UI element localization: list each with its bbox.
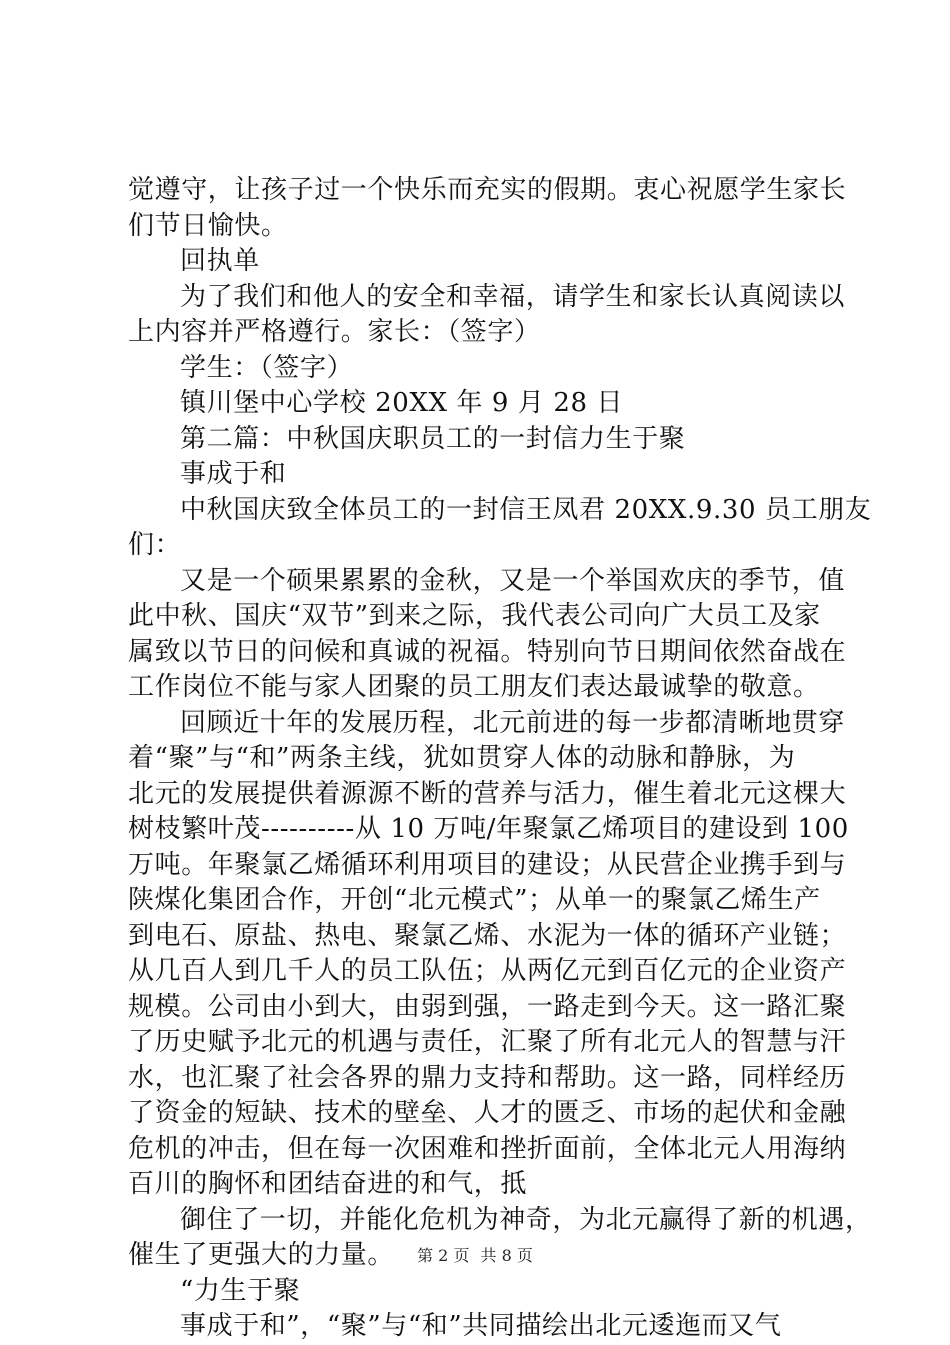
text-line: 御住了一切，并能化危机为神奇，为北元赢得了新的机遇， — [180, 1204, 872, 1235]
text-line: 上内容并严格遵行。家长：（签字） — [128, 317, 541, 347]
text-line: 们节日愉快。 — [128, 210, 288, 241]
text-line: 规模。公司由小到大，由弱到强，一路走到今天。这一路汇聚 — [128, 991, 847, 1022]
text-line: 着“聚”与“和”两条主线，犹如贯穿人体的动脉和静脉，为 — [128, 743, 796, 773]
text-line: 了资金的短缺、技术的壁垒、人才的匮乏、市场的起伏和金融 — [128, 1098, 847, 1128]
text-line: 北元的发展提供着源源不断的营养与活力，催生着北元这棵大 — [128, 778, 847, 809]
text-line: 回顾近十年的发展历程，北元前进的每一步都清晰地贯穿 — [180, 707, 846, 738]
document-body — [128, 173, 872, 1345]
text-line: 学生：（签字） — [180, 352, 354, 383]
text-line: 事成于和”，“聚”与“和”共同描绘出北元逶迤而又气 — [180, 1311, 782, 1341]
page-footer — [0, 1243, 950, 1266]
text-line: 从几百人到几千人的员工队伍；从两亿元到百亿元的企业资产 — [128, 956, 847, 986]
text-line: 中秋国庆致全体员工的一封信王凤君 20XX.9.30 员工朋友 — [180, 494, 872, 525]
text-line: 催生了更强大的力量。 — [128, 1240, 395, 1270]
page-number: 第 2 页 — [417, 1246, 470, 1265]
text-line: 事成于和 — [180, 459, 287, 489]
text-line: 觉遵守，让孩子过一个快乐而充实的假期。衷心祝愿学生家长 — [128, 175, 847, 205]
text-line: 工作岗位不能与家人团聚的员工朋友们表达最诚挚的敬意。 — [128, 672, 820, 702]
text-line: 了历史赋予北元的机遇与责任，汇聚了所有北元人的智慧与汗 — [128, 1027, 847, 1057]
text-line: 陕煤化集团合作，开创“北元模式”；从单一的聚氯乙烯生产 — [128, 885, 821, 915]
text-line: 为了我们和他人的安全和幸福，请学生和家长认真阅读以 — [180, 281, 846, 312]
text-line: 们： — [128, 530, 182, 560]
text-line: 回执单 — [180, 246, 260, 276]
text-line: 百川的胸怀和团结奋进的和气，抵 — [128, 1169, 528, 1199]
text-line: 水，也汇聚了社会各界的鼎力支持和帮助。这一路，同样经历 — [128, 1062, 847, 1093]
text-line: 危机的冲击，但在每一次困难和挫折面前，全体北元人用海纳 — [128, 1133, 847, 1164]
text-line: 第二篇：中秋国庆职员工的一封信力生于聚 — [180, 423, 686, 454]
text-line: 此中秋、国庆“双节”到来之际，我代表公司向广大员工及家 — [128, 601, 821, 631]
text-line: 到电石、原盐、热电、聚氯乙烯、水泥为一体的循环产业链； — [128, 920, 847, 951]
text-line: 镇川堡中心学校 20XX 年 9 月 28 日 — [180, 388, 624, 418]
text-line: “力生于聚 — [180, 1275, 301, 1306]
text-line: 属致以节日的问候和真诚的祝福。特别向节日期间依然奋战在 — [128, 636, 847, 667]
text-line: 又是一个硕果累累的金秋，又是一个举国欢庆的季节，值 — [180, 565, 846, 596]
text-line: 树枝繁叶茂----------从 10 万吨/年聚氯乙烯项目的建设到 100 — [128, 814, 849, 844]
page-total: 共 8 页 — [480, 1246, 533, 1265]
text-line: 万吨。年聚氯乙烯循环利用项目的建设；从民营企业携手到与 — [128, 849, 847, 880]
